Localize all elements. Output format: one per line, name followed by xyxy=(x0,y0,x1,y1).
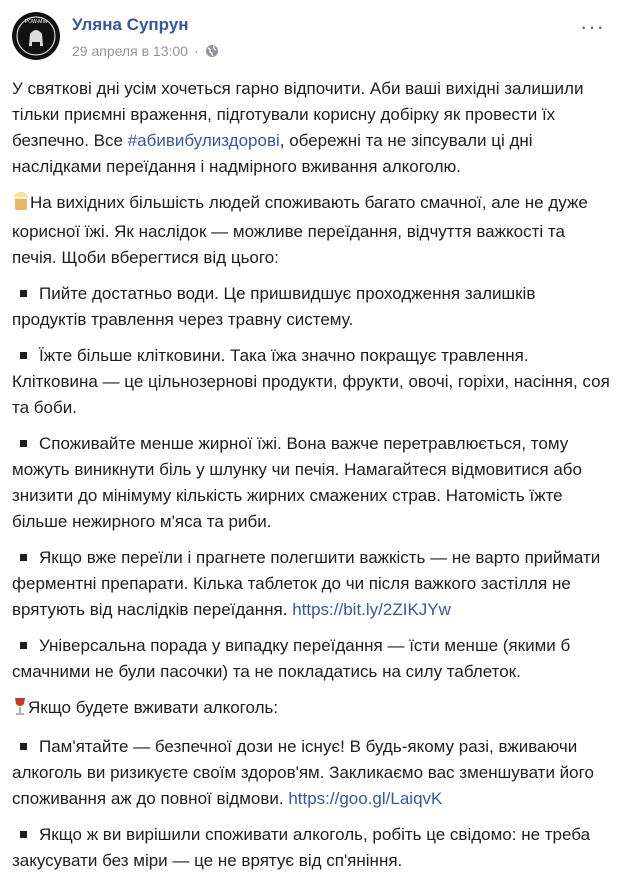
bullet-icon xyxy=(20,642,27,649)
post-header xyxy=(0,0,621,76)
paragraph-alcohol: Якщо будете вживати алкоголь: xyxy=(12,695,612,724)
bullet-icon xyxy=(20,554,27,561)
paragraph-intro: У святкові дні усім хочеться гарно відпочити. Аби ваші вихідні залишили тільки приємні враження, підготували корисну добірку як провести їх безпечно. Все #абивибулиздорові, обережні та не зіпсували ці дні наслідками переїдання і надмірного вживання алкоголю. xyxy=(12,79,584,176)
list-item: Пийте достатньо води. Це пришвидшує проходження залишків продуктів травлення через травну систему. xyxy=(12,284,536,329)
post-meta xyxy=(72,43,219,59)
list-item: Універсальна порада у випадку переїдання — їсти менше (якими б смачними не були пасочки) та не покладатись на силу таблеток. xyxy=(12,636,571,681)
avatar-text: POW-MIA xyxy=(24,19,48,25)
meta-separator: · xyxy=(193,43,199,59)
avatar-logo-icon xyxy=(12,12,60,60)
bullet-icon xyxy=(20,831,27,838)
list-item: Якщо ж ви вирішили споживати алкоголь, робіть це свідомо: не треба закусувати без міри — це не врятує від сп'яніння. xyxy=(12,825,591,870)
list-item: Якщо вже переїли і прагнете полегшити важкість — не варто приймати ферментні препарати. Кілька таблеток до чи після важкого застілля не врятують від наслідків переїдання. https://bit.ly/2ZIKJYw xyxy=(12,548,601,619)
list-item: Їжте більше клітковини. Така їжа значно покращує травлення. Клітковина — це цільнозернові продукти, фрукти, овочі, горіхи, насіння, соя та боби. xyxy=(12,346,610,417)
wine-glass-icon xyxy=(12,696,28,724)
easter-bread-icon xyxy=(12,191,30,219)
globe-icon[interactable] xyxy=(205,44,219,58)
author-name[interactable]: Уляна Супрун xyxy=(72,15,189,34)
hashtag-link[interactable]: #абивибулиздорові xyxy=(127,131,280,150)
avatar[interactable] xyxy=(12,12,60,60)
post-body xyxy=(12,76,612,884)
bullet-icon xyxy=(20,290,27,297)
more-options-button[interactable]: ··· xyxy=(580,14,605,39)
bullet-icon xyxy=(20,743,27,750)
post-date[interactable]: 29 апреля в 13:00 xyxy=(72,43,188,59)
googl-link[interactable]: https://goo.gl/LaiqvK xyxy=(288,789,443,808)
list-item: Споживайте менше жирної їжі. Вона важче перетравлюється, тому можуть виникнути біль у шлунку чи печія. Намагайтеся відмовитися або знизити до мінімуму кількість жирних смажених страв. Натомість їжте більше нежирного м'яса та риби. xyxy=(12,434,582,531)
bullet-icon xyxy=(20,352,27,359)
list-item: Пам'ятайте — безпечної дози не існує! В будь-якому разі, вживаючи алкоголь ви ризикуєте своїм здоров'ям. Закликаємо вас зменшувати його споживання аж до повної відмови. https://goo.gl/LaiqvK xyxy=(12,737,594,808)
paragraph-food: На вихідних більшість людей споживають багато смачної, але не дуже корисної їжі. Як наслідок — можливе переїдання, відчуття важкості та печія. Щоби вберегтися від цього: xyxy=(12,193,588,267)
bullet-icon xyxy=(20,440,27,447)
bitly-link[interactable]: https://bit.ly/2ZIKJYw xyxy=(292,600,451,619)
